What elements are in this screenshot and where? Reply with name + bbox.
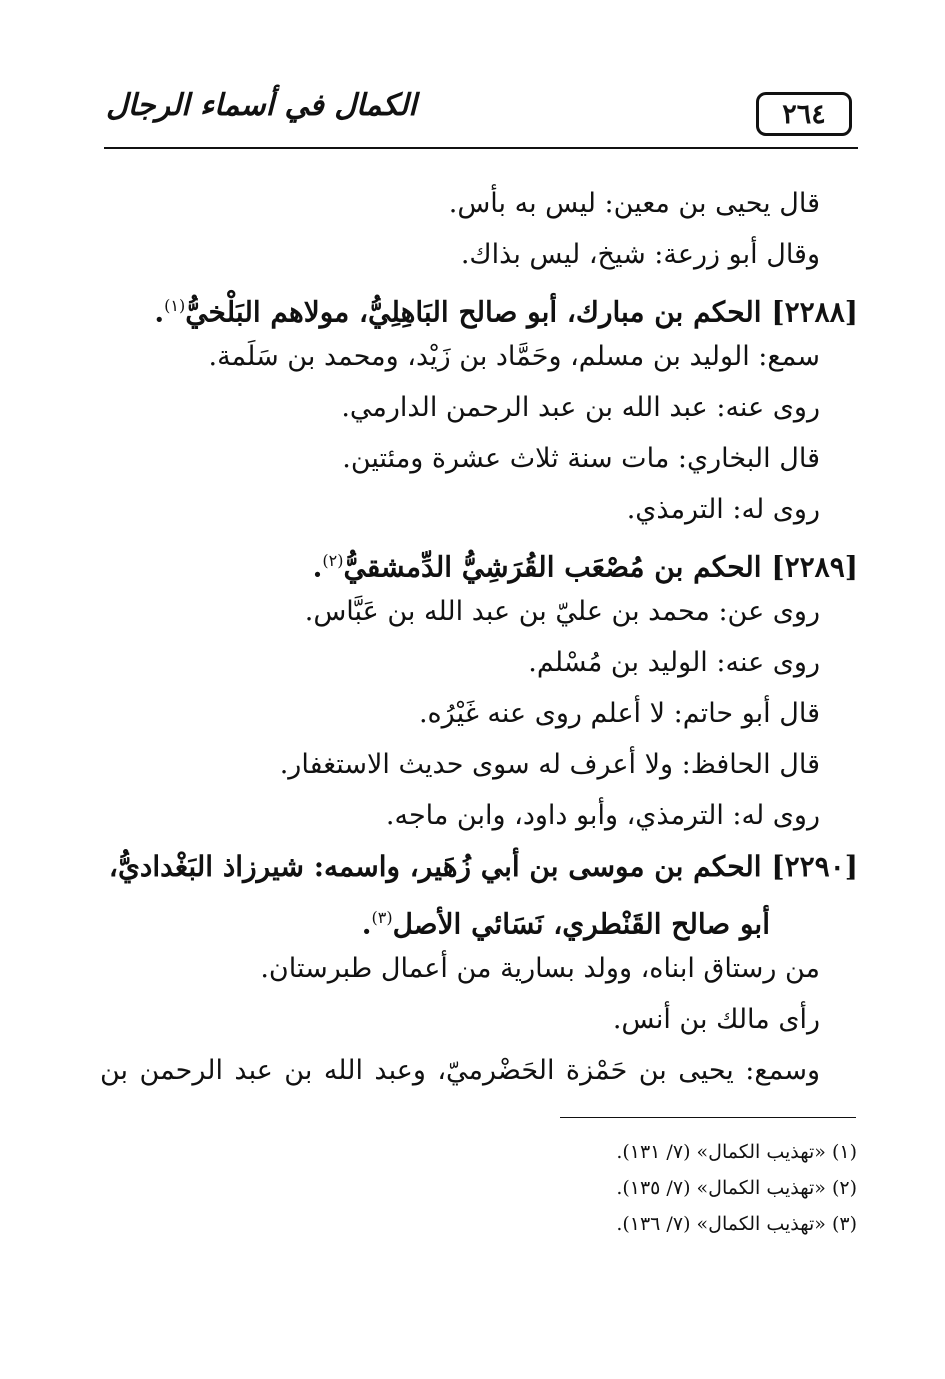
- line-text: [٢٢٨٨] الحكم بن مبارك، أبو صالح البَاهِلِيُّ، مولاهم البَلْخيُّ: [185, 295, 858, 329]
- line-text: وسمع: يحيى بن حَمْزة الحَضْرميّ، وعبد الله بن عبد الرحمن بن: [100, 1055, 820, 1086]
- entry-heading: [100, 535, 858, 586]
- footnote: (١) «تهذيب الكمال» (٧/ ١٣١).: [616, 1141, 857, 1163]
- footnote-ref: (١): [164, 296, 186, 315]
- text-line: [100, 1045, 820, 1096]
- footnote-ref: (٢): [322, 551, 344, 570]
- line-end: .: [312, 550, 323, 584]
- entry-heading: [100, 280, 858, 331]
- line-text: أبو صالح القَنْطري، نَسَائي الأصل: [392, 907, 770, 941]
- entry-heading: [100, 841, 858, 892]
- header-rule: [104, 147, 858, 149]
- line-text: روى عنه: الوليد بن مُسْلم.: [528, 647, 820, 678]
- footnote-rule: [560, 1117, 856, 1118]
- line-text: رأى مالك بن أنس.: [612, 1004, 820, 1035]
- text-line: [100, 892, 770, 943]
- line-text: روى عن: محمد بن عليّ بن عبد الله بن عَبَّاس.: [304, 596, 820, 627]
- text-line: [100, 331, 820, 382]
- line-text: [٢٢٩٠] الحكم بن موسى بن أبي زُهَير، واسمه: شيرزاذ البَغْداديُّ،: [108, 850, 858, 883]
- text-line: [100, 433, 820, 484]
- line-text: [٢٢٨٩] الحكم بن مُصْعَب القُرَشِيُّ الدِّمشقيُّ: [343, 550, 858, 584]
- footnote: (٢) «تهذيب الكمال» (٧/ ١٣٥).: [616, 1177, 857, 1199]
- line-text: قال الحافظ: ولا أعرف له سوى حديث الاستغفار.: [279, 749, 820, 780]
- line-end: .: [361, 907, 372, 941]
- text-line: [100, 739, 820, 790]
- line-text: روى له: الترمذي.: [626, 494, 820, 525]
- line-text: روى عنه: عبد الله بن عبد الرحمن الدارمي.: [341, 392, 820, 423]
- line-text: قال أبو حاتم: لا أعلم روى عنه غَيْرُه.: [418, 698, 820, 729]
- line-text: روى له: الترمذي، وأبو داود، وابن ماجه.: [385, 800, 820, 831]
- text-line: [100, 637, 820, 688]
- footnotes: [616, 1134, 857, 1242]
- page-number-box: [756, 92, 852, 136]
- text-line: [100, 994, 820, 1045]
- text-line: [100, 586, 820, 637]
- page-number: ٢٦٤: [782, 98, 826, 130]
- line-text: قال البخاري: مات سنة ثلاث عشرة ومئتين.: [342, 443, 820, 474]
- text-line: [100, 229, 820, 280]
- book-title: الكمال في أسماء الرجال: [106, 88, 417, 123]
- footnote: (٣) «تهذيب الكمال» (٧/ ١٣٦).: [616, 1213, 857, 1235]
- line-end: .: [154, 295, 165, 329]
- page-header: [100, 84, 860, 148]
- line-text: قال يحيى بن معين: ليس به بأس.: [448, 188, 820, 219]
- text-line: [100, 484, 820, 535]
- line-text: من رستاق ابناه، وولد بسارية من أعمال طبرستان.: [260, 953, 820, 984]
- text-line: [100, 943, 820, 994]
- main-text: [100, 178, 858, 1096]
- line-text: وقال أبو زرعة: شيخ، ليس بذاك.: [460, 239, 820, 270]
- footnote-ref: (٣): [371, 908, 393, 927]
- text-line: [100, 688, 820, 739]
- text-line: [100, 178, 820, 229]
- text-line: [100, 382, 820, 433]
- line-text: سمع: الوليد بن مسلم، وحَمَّاد بن زَيْد، ومحمد بن سَلَمة.: [208, 341, 820, 372]
- text-line: [100, 790, 820, 841]
